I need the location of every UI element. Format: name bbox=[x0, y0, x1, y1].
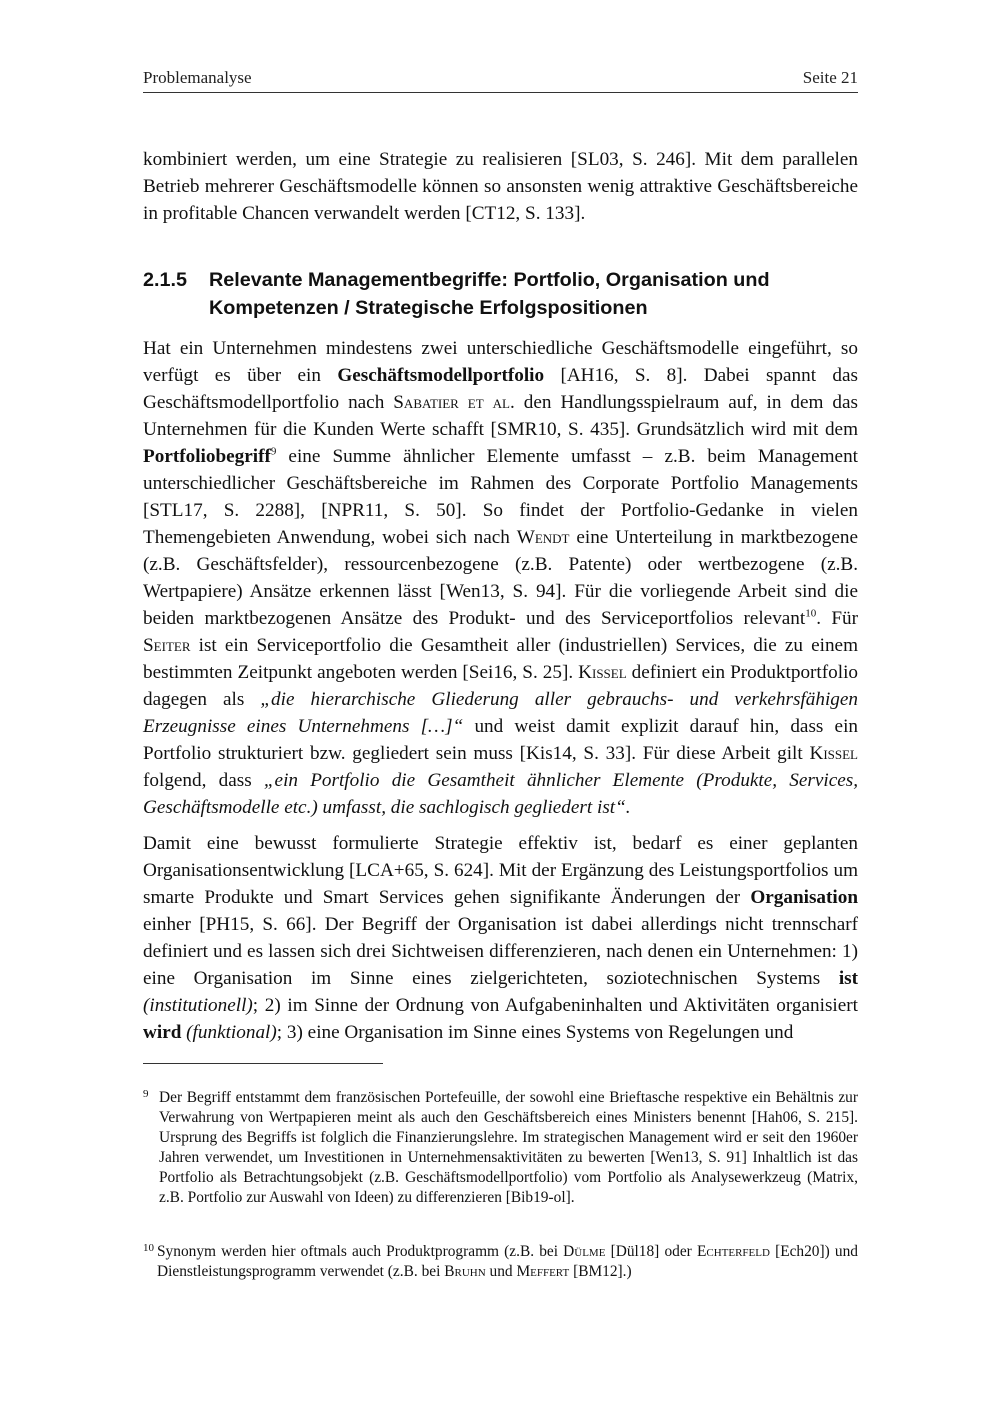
page-number: Seite 21 bbox=[802, 68, 858, 87]
author-name: Dülme bbox=[563, 1243, 606, 1260]
author-name: Meffert bbox=[516, 1263, 570, 1280]
term-funktional: (funktional) bbox=[186, 1022, 277, 1043]
paragraph-intro: kombiniert werden, um eine Strategie zu realisieren [SL03, S. 246]. Mit dem parallelen Betrieb mehrerer Geschäftsmodelle können so ansonsten wenig attraktive Geschäftsbereiche in profitable Chancen verwandelt werden [CT12, S. 133]. bbox=[143, 149, 858, 224]
text-run: eine Summe ähnlicher Elemente umfasst – z.B. beim Management unterschiedlicher Geschäftsbereiche im Rahmen des Corporate Portfolio Managements [STL17, S. 2288], [NPR11, S. 50]. So findet der Portfolio-Gedanke in vielen Themengebieten Anwendung, wobei sich nach bbox=[143, 446, 858, 548]
text-run: ist ein Serviceportfolio die Gesamtheit aller (industriellen) Services, die zu einem bestimmten Zeitpunkt angeboten werden [Sei16, S. 25]. bbox=[143, 635, 858, 683]
term-organisation: Organisation bbox=[750, 887, 858, 908]
author-name: Wendt bbox=[516, 527, 570, 548]
text-run: [BM12].) bbox=[569, 1263, 632, 1280]
text-run: [Dül18] oder bbox=[605, 1243, 697, 1260]
section-number: 2.1.5 bbox=[143, 269, 187, 291]
term-ist: ist bbox=[838, 968, 858, 989]
footnote-ref-9[interactable]: 9 bbox=[270, 445, 277, 458]
text-run: und bbox=[485, 1263, 517, 1280]
quote-working-definition: „ein Portfolio die Gesamtheit ähnlicher Elemente (Produkte, Services, Geschäftsmodelle etc.) umfasst, die sachlogisch gegliedert ist“. bbox=[143, 770, 859, 818]
term-institutionell: (institutionell) bbox=[143, 995, 253, 1016]
text-run: einher [PH15, S. 66]. Der Begriff der Organisation ist dabei allerdings nicht trennscharf definiert und es lassen sich drei Sichtweisen differenzieren, nach denen ein Unternehmen: 1) eine Organisation im Sinne eines zielgerichteten, soziotechnischen Systems bbox=[143, 914, 858, 989]
paragraph-portfolio bbox=[143, 335, 858, 821]
text-run: Damit eine bewusst formulierte Strategie effektiv ist, bedarf es einer geplanten Organisationsentwicklung [LCA+65, S. 624]. Mit der Ergänzung des Leistungsportfolios um smarte Produkte und Smart Services gehen signifikante Änderungen der bbox=[143, 833, 858, 908]
text-run: eine Unterteilung in marktbezogene (z.B. Geschäftsfelder), ressourcenbezogene (z.B. Patente) oder wertbezogene (z.B. Wertpapiere) Ansätze erkennen lässt [Wen13, S. 94]. Für die vorliegende Arbeit sind die beiden marktbezogenen Ansätze des Produkt- und des Serviceportfolios relevant bbox=[143, 527, 858, 629]
chapter-title: Problemanalyse bbox=[143, 68, 252, 87]
text-run: den Handlungsspielraum auf, in dem das Unternehmen für die Kunden Werte schafft [SMR10, S. 435]. Grundsätzlich wird mit dem bbox=[143, 392, 858, 440]
footnote-10 bbox=[143, 1242, 858, 1282]
quote-definition: „die hierarchische Gliederung aller gebrauchs- und verkehrsfähigen Erzeugnisse eines Unternehmens […]“ bbox=[143, 689, 858, 737]
running-header bbox=[143, 66, 858, 93]
author-name: Echterfeld bbox=[696, 1243, 770, 1260]
author-name: Kissel bbox=[809, 743, 858, 764]
author-name: Kissel bbox=[578, 662, 627, 683]
term-geschaeftsmodellportfolio: Geschäftsmodellportfolio bbox=[337, 365, 545, 386]
section-title: Relevante Managementbegriffe: Portfolio, Organisation und Kompetenzen / Strategische Erfolgspositionen bbox=[209, 269, 770, 319]
text-run: Synonym werden hier oftmals auch Produktprogramm (z.B. bei bbox=[157, 1243, 564, 1260]
author-name: Seiter bbox=[143, 635, 191, 656]
text-run: ; 2) im Sinne der Ordnung von Aufgabeninhalten und Aktivitäten organisiert bbox=[252, 995, 858, 1016]
text-run: [AH16, S. 8]. Dabei spannt das Geschäftsmodellportfolio nach bbox=[143, 365, 858, 413]
text-run: und weist damit explizit darauf hin, dass ein Portfolio strukturiert bzw. gegliedert sein muss [Kis14, S. 33]. Für diese Arbeit gilt bbox=[143, 716, 858, 764]
author-name: Sabatier et al. bbox=[393, 392, 515, 413]
text-run: definiert ein Produktportfolio dagegen als bbox=[143, 662, 858, 710]
footnote-ref-10[interactable]: 10 bbox=[805, 607, 817, 620]
text-run: ; 3) eine Organisation im Sinne eines Systems von Regelungen und bbox=[276, 1022, 794, 1043]
term-wird: wird bbox=[143, 1022, 182, 1043]
paragraph-organisation bbox=[143, 830, 858, 1046]
footnote-text: Der Begriff entstammt dem französischen Portefeuille, der sowohl eine Brieftasche respektive ein Behältnis zur Verwahrung von Wertpapieren meint als auch den Geschäftsbereich eines Ministers benennt [Hah06, S. 215]. Ursprung des Begriffs ist folglich die Finanzierungslehre. Im strategischen Management wird er seit den 1960er Jahren verwendet, um Investitionen in Unternehmensaktivitäten zu bewerten [Wen13, S. 91] Inhaltlich ist das Portfolio als Betrachtungsobjekt (z.B. Geschäftsmodellportfolio) vom Portfolio als Analysewerkzeug (Matrix, z.B. Portfolio zur Auswahl von Ideen) zu differenzieren [Bib19-ol]. bbox=[159, 1089, 858, 1206]
term-portfoliobegriff: Portfoliobegriff bbox=[143, 446, 271, 467]
footnote-mark: 10 bbox=[143, 1242, 154, 1254]
text-run: . Für bbox=[816, 608, 859, 629]
text-run: folgend, dass bbox=[143, 770, 264, 791]
footnote-separator bbox=[143, 1063, 383, 1064]
text-run: [Ech20]) und Dienstleistungsprogramm verwendet (z.B. bei bbox=[157, 1243, 858, 1280]
author-name: Bruhn bbox=[444, 1263, 486, 1280]
footnote-mark: 9 bbox=[143, 1088, 149, 1100]
text-run: Hat ein Unternehmen mindestens zwei unterschiedliche Geschäftsmodelle eingeführt, so verfügt es über ein bbox=[143, 338, 858, 386]
footnote-9 bbox=[143, 1088, 858, 1208]
footnote-text bbox=[157, 1242, 858, 1282]
